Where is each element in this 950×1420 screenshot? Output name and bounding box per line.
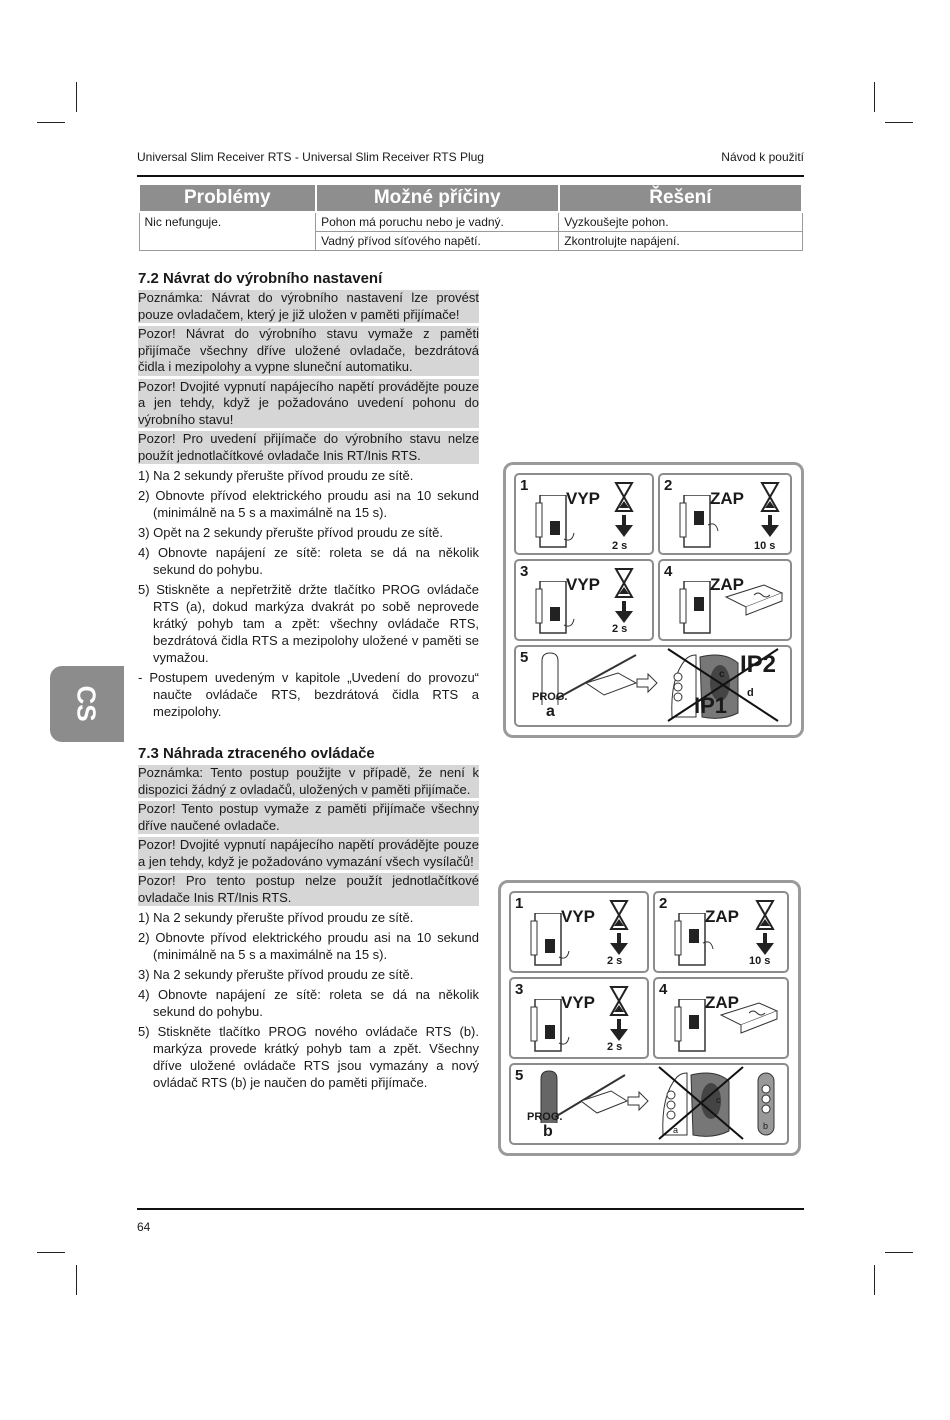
figure-replace-steps bbox=[498, 880, 801, 1156]
list-item: 4) Obnovte napájení ze sítě: roleta se dá na několik sekund do pohybu. bbox=[138, 987, 479, 1019]
table-cell-cause: Vadný přívod síťového napětí. bbox=[316, 232, 559, 251]
callout-c: c bbox=[719, 669, 725, 680]
circuit-breaker-icon bbox=[673, 913, 723, 969]
callout-d: d bbox=[747, 687, 754, 699]
step-panel-5 bbox=[509, 1063, 789, 1145]
step-panel-5 bbox=[514, 645, 792, 727]
crop-mark bbox=[76, 1265, 77, 1295]
list-item: 3) Opět na 2 sekundy přerušte přívod proudu ze sítě. bbox=[138, 525, 443, 540]
off-label: VYP bbox=[566, 575, 601, 594]
list-item: 2) Obnovte přívod elektrického proudu asi na 10 sekund (minimálně na 5 s a maximálně na 15 s). bbox=[138, 930, 479, 962]
step-number: 5 bbox=[515, 1067, 524, 1084]
prog-label: PROG. bbox=[532, 691, 568, 703]
arrow-right-icon bbox=[627, 1091, 649, 1111]
warning-box: Pozor! Pro tento postup nelze použít jednotlačítkové ovladače Inis RT/Inis RTS. bbox=[138, 873, 479, 905]
step-panel-4 bbox=[658, 559, 792, 641]
duration-label: 2 s bbox=[612, 540, 628, 552]
header-doc-type: Návod k použití bbox=[721, 150, 804, 164]
list-item: 3) Na 2 sekundy přerušte přívod proudu ze sítě. bbox=[138, 967, 414, 982]
steps-list bbox=[138, 909, 479, 1091]
crop-mark bbox=[874, 82, 875, 112]
section-replace-remote bbox=[138, 745, 479, 1094]
section-reset bbox=[138, 270, 479, 723]
step-number: 4 bbox=[664, 563, 673, 580]
circuit-breaker-icon bbox=[673, 999, 723, 1055]
duration-label: 2 s bbox=[607, 955, 623, 967]
section-title: 7.2 Návrat do výrobního nastavení bbox=[138, 270, 383, 287]
duration-label: 2 s bbox=[607, 1041, 623, 1053]
list-item: 4) Obnovte napájení ze sítě: roleta se dá na několik sekund do pohybu. bbox=[138, 545, 479, 577]
problems-table bbox=[138, 183, 803, 251]
off-label: VYP bbox=[566, 489, 601, 508]
note-box: Poznámka: Tento postup použijte v případě, že není k dispozici žádný z ovladačů, uložených v paměti přijímače. bbox=[138, 765, 479, 797]
step-panel-1 bbox=[509, 891, 649, 973]
warning-box: Pozor! Dvojité vypnutí napájecího napětí provádějte pouze a jen tehdy, když je požadováno uvedení pohonu do výrobního stavu! bbox=[138, 378, 479, 427]
crop-mark bbox=[76, 82, 77, 112]
on-label: ZAP bbox=[705, 907, 739, 926]
table-cell-cause: Pohon má poruchu nebo je vadný. bbox=[316, 212, 559, 232]
ip1-label: IP1 bbox=[694, 693, 728, 718]
remote-label: b bbox=[543, 1123, 553, 1140]
warning-box: Pozor! Dvojité vypnutí napájecího napětí provádějte pouze a jen tehdy, když je požadováno vymazání všech vysílačů! bbox=[138, 837, 479, 869]
ip2-label: IP2 bbox=[740, 651, 777, 678]
duration-label: 2 s bbox=[612, 623, 628, 635]
step-panel-3 bbox=[509, 977, 649, 1059]
header-rule bbox=[137, 175, 804, 177]
duration-label: 10 s bbox=[749, 955, 771, 967]
header-title: Universal Slim Receiver RTS - Universal Slim Receiver RTS Plug bbox=[137, 150, 484, 164]
language-tab-label: CS bbox=[71, 685, 102, 722]
step-panel-1 bbox=[514, 473, 654, 555]
step-panel-4 bbox=[653, 977, 789, 1059]
duration-label: 10 s bbox=[754, 540, 776, 552]
callout-c: c bbox=[716, 1095, 721, 1105]
crop-mark bbox=[885, 1252, 913, 1253]
warning-box: Pozor! Návrat do výrobního stavu vymaže z paměti přijímače všechny dříve uložené ovladače, bezdrátová čidla i mezipolohy a vypne sluneční automatiku. bbox=[138, 326, 479, 374]
arrow-right-icon bbox=[636, 673, 658, 693]
receiver-crossed-icon bbox=[657, 1065, 747, 1141]
circuit-breaker-icon bbox=[534, 495, 584, 551]
timer-down-icon bbox=[612, 567, 636, 629]
crop-mark bbox=[37, 1252, 65, 1253]
table-header-causes: Možné příčiny bbox=[316, 184, 559, 212]
note-box: Poznámka: Návrat do výrobního nastavení lze provést pouze ovladačem, který je již uložen v paměti přijímače! bbox=[138, 290, 479, 322]
section-title: 7.3 Náhrada ztraceného ovládače bbox=[138, 745, 375, 762]
list-item: - Postupem uvedeným v kapitole „Uvedení do provozu“ naučte ovládače RTS, bezdrátová čidla RTS a mezipolohy. bbox=[138, 670, 479, 719]
table-header-problems: Problémy bbox=[139, 184, 316, 212]
step-number: 3 bbox=[520, 563, 529, 580]
on-label: ZAP bbox=[710, 575, 744, 594]
timer-down-icon bbox=[753, 899, 777, 961]
list-item: 2) Obnovte přívod elektrického proudu asi na 10 sekund (minimálně na 5 s a maximálně na 15 s). bbox=[138, 488, 479, 520]
step-number: 3 bbox=[515, 981, 524, 998]
figure-reset-steps bbox=[503, 462, 804, 738]
circuit-breaker-icon bbox=[529, 913, 579, 969]
language-tab bbox=[50, 666, 124, 742]
callout-b: b bbox=[763, 1121, 769, 1131]
table-cell-solution: Zkontrolujte napájení. bbox=[559, 232, 802, 251]
timer-down-icon bbox=[612, 481, 636, 543]
steps-list bbox=[138, 467, 479, 720]
callout-a: a bbox=[673, 1125, 679, 1135]
step-panel-2 bbox=[653, 891, 789, 973]
page-number: 64 bbox=[137, 1220, 151, 1234]
step-panel-3 bbox=[514, 559, 654, 641]
footer-rule bbox=[137, 1208, 804, 1210]
timer-down-icon bbox=[758, 481, 782, 543]
list-item: 1) Na 2 sekundy přerušte přívod proudu ze sítě. bbox=[138, 910, 414, 925]
table-header-solutions: Řešení bbox=[559, 184, 802, 212]
circuit-breaker-icon bbox=[678, 581, 728, 637]
step-number: 2 bbox=[664, 477, 673, 494]
on-label: ZAP bbox=[710, 489, 744, 508]
table-cell-problem: Nic nefunguje. bbox=[139, 212, 316, 251]
crop-mark bbox=[874, 1265, 875, 1295]
step-number: 2 bbox=[659, 895, 668, 912]
off-label: VYP bbox=[561, 907, 596, 926]
step-number: 1 bbox=[515, 895, 524, 912]
step-panel-2 bbox=[658, 473, 792, 555]
crop-mark bbox=[37, 122, 65, 123]
step-number: 5 bbox=[520, 649, 529, 666]
list-item: 5) Stiskněte tlačítko PROG nového ovládače RTS (b). markýza provede krátký pohyb tam a zpět. Všechny dříve uložené ovládače RTS jsou vymazány a nový ovládač RTS (b) je naučen do paměti přijímače. bbox=[138, 1024, 479, 1090]
circuit-breaker-icon bbox=[534, 581, 584, 637]
prog-label: PROG. bbox=[527, 1111, 563, 1123]
remote-label: a bbox=[546, 703, 555, 720]
timer-down-icon bbox=[607, 899, 631, 961]
crop-mark bbox=[885, 122, 913, 123]
step-number: 4 bbox=[659, 981, 668, 998]
on-label: ZAP bbox=[705, 993, 739, 1012]
list-item: 1) Na 2 sekundy přerušte přívod proudu ze sítě. bbox=[138, 468, 414, 483]
step-number: 1 bbox=[520, 477, 529, 494]
warning-box: Pozor! Pro uvedení přijímače do výrobního stavu nelze použít jednotlačítkové ovladače Inis RT/Inis RTS. bbox=[138, 431, 479, 463]
awning-icon bbox=[724, 583, 786, 619]
table-row bbox=[139, 212, 802, 232]
circuit-breaker-icon bbox=[529, 999, 579, 1055]
awning-icon bbox=[719, 1001, 781, 1037]
timer-down-icon bbox=[607, 985, 631, 1047]
warning-box: Pozor! Tento postup vymaže z paměti přijímače všechny dříve naučené ovladače. bbox=[138, 801, 479, 833]
circuit-breaker-icon bbox=[678, 495, 728, 551]
table-cell-solution: Vyzkoušejte pohon. bbox=[559, 212, 802, 232]
off-label: VYP bbox=[561, 993, 596, 1012]
list-item: 5) Stiskněte a nepřetržitě držte tlačítko PROG ovládače RTS (a), dokud markýza dvakrát po sobě neprovede krátký pohyb tam a zpět: všechny ovládače RTS, bezdrátová čidla RTS a mezipolohy uložené v paměti se vymažou. bbox=[138, 582, 479, 665]
